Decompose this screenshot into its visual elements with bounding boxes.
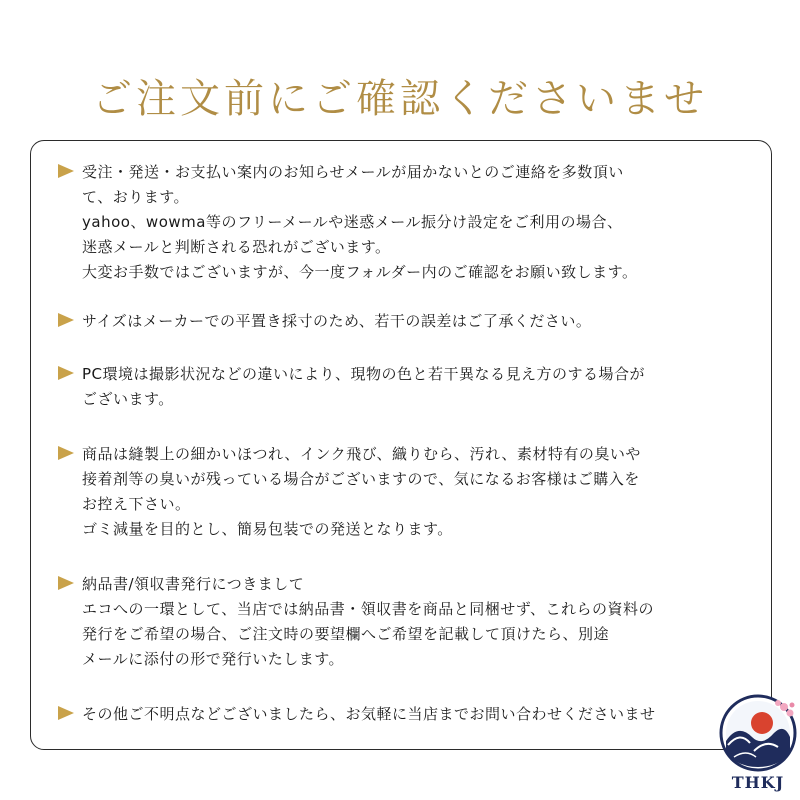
notice-line: エコへの一環として、当店では納品書・領収書を商品と同梱せず、これらの資料の [82, 600, 655, 618]
notice-line: 接着剤等の臭いが残っている場合がございますので、気になるお客様はご購入を [82, 470, 640, 488]
notice-item-invoice [58, 572, 738, 672]
notice-line: て、おります。 [82, 188, 190, 206]
notice-text [82, 702, 738, 727]
notice-line: 納品書/領収書発行につきまして [82, 575, 305, 593]
notice-item-product [58, 442, 738, 542]
notice-line: 発行をご希望の場合、ご注文時の要望欄へご希望を記載して頂けたら、別途 [82, 625, 610, 643]
triangle-bullet-icon [58, 442, 82, 460]
notice-item-contact [58, 160, 738, 285]
triangle-bullet-icon [58, 702, 82, 720]
notice-line: メールに添付の形で発行いたします。 [82, 650, 345, 668]
notice-text [82, 362, 738, 412]
notice-line: ございます。 [82, 390, 174, 408]
page-title: ご注文前にご確認くださいませ [92, 75, 708, 122]
triangle-bullet-icon [58, 362, 82, 380]
notice-item-inquiry [58, 702, 738, 727]
notice-text [82, 160, 738, 285]
shop-logo [718, 693, 798, 798]
notice-line: 大変お手数ではございますが、今一度フォルダー内のご確認をお願い致します。 [82, 263, 638, 281]
notice-text [82, 442, 738, 542]
notice-line: お控え下さい。 [82, 495, 191, 513]
notice-item-color [58, 362, 738, 412]
triangle-bullet-icon [58, 309, 82, 327]
triangle-bullet-icon [58, 572, 82, 590]
notice-line: ゴミ減量を目的とし、簡易包装での発送となります。 [82, 520, 453, 538]
triangle-bullet-icon [58, 160, 82, 178]
notice-item-size [58, 309, 738, 334]
notice-line: サイズはメーカーでの平置き採寸のため、若干の誤差はご了承ください。 [82, 312, 592, 330]
logo-text: THKJ [731, 773, 785, 792]
wave-sun-logo-icon [718, 693, 798, 773]
notice-list [58, 160, 738, 727]
notice-line: yahoo、wowma等のフリーメールや迷惑メール振分け設定をご利用の場合、 [82, 213, 623, 231]
notice-line: PC環境は撮影状況などの違いにより、現物の色と若干異なる見え方のする場合が [82, 365, 646, 383]
notice-line: その他ご不明点などございましたら、お気軽に当店までお問い合わせくださいませ [82, 705, 656, 723]
notice-line: 商品は縫製上の細かいほつれ、インク飛び、織りむら、汚れ、素材特有の臭いや [82, 445, 641, 463]
notice-text [82, 309, 738, 334]
notice-text [82, 572, 738, 672]
notice-line: 迷惑メールと判断される恐れがございます。 [82, 238, 391, 256]
notice-line: 受注・発送・お支払い案内のお知らせメールが届かないとのご連絡を多数頂い [82, 163, 624, 181]
